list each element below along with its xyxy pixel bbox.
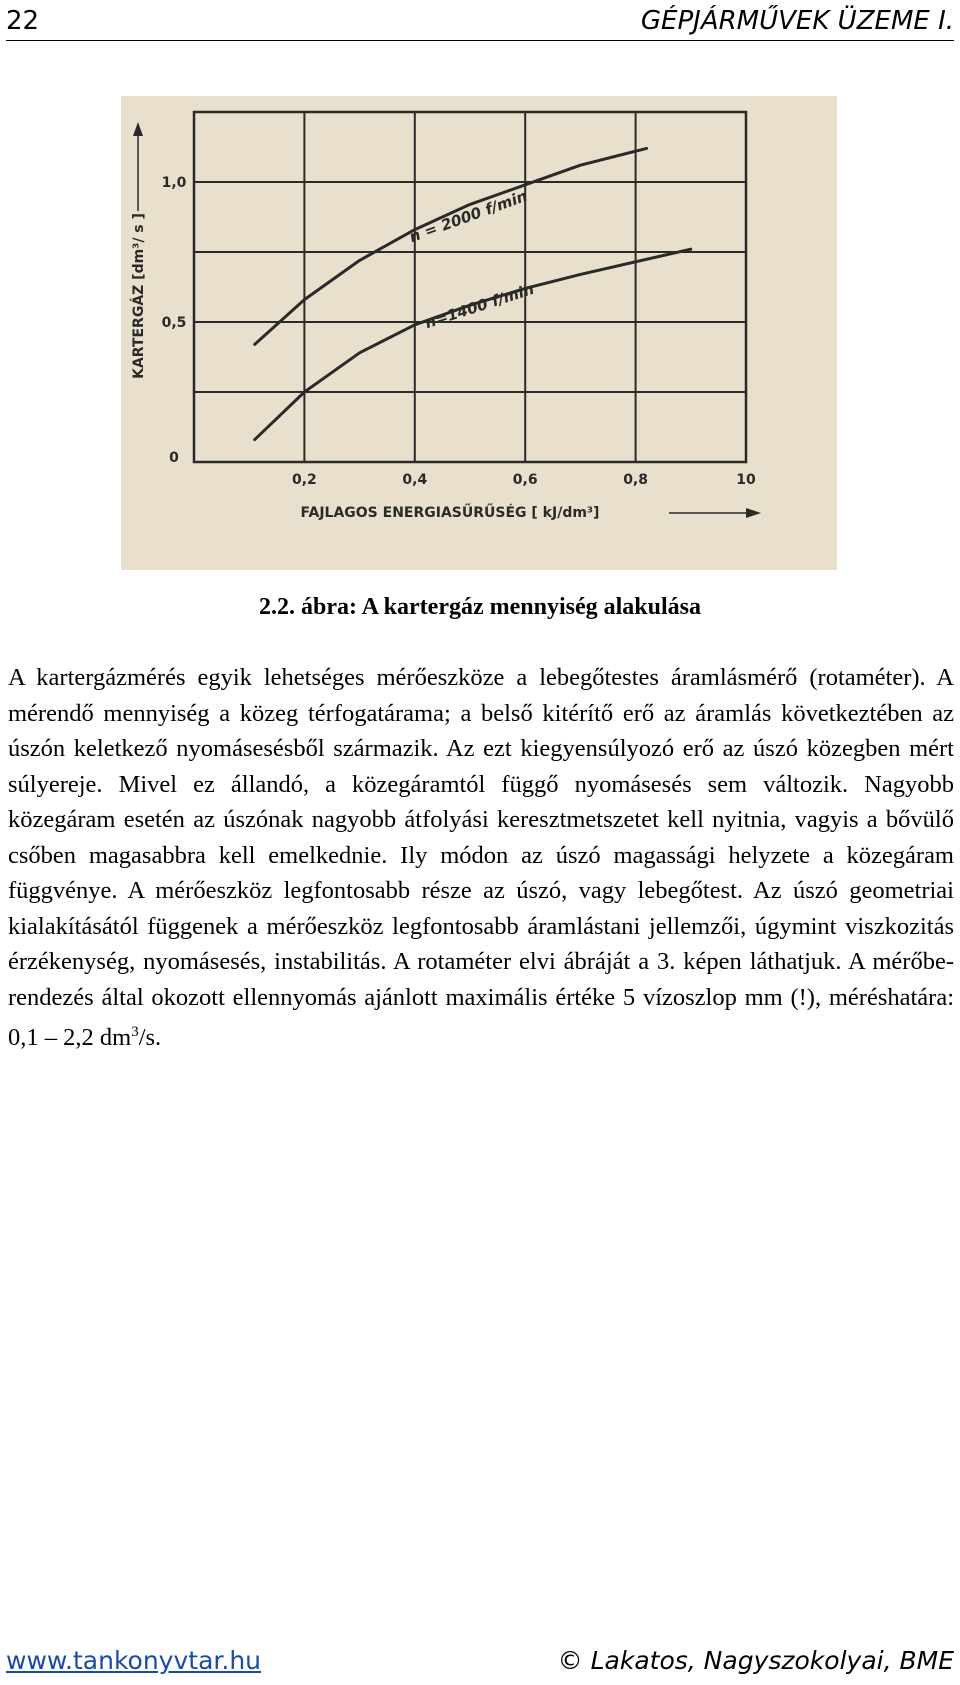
y-axis-arrowhead [133,122,143,136]
copyright-text: © Lakatos, Nagyszokolyai, BME [557,1646,954,1675]
figure-caption: 2.2. ábra: A kartergáz mennyiség alakulása [259,594,701,620]
unit-tail: /s. [138,1024,162,1052]
page-number: 22 [6,6,40,36]
x-axis-arrowhead [746,508,761,518]
x-tick-label: 10 [736,472,756,488]
y-tick-label: 1,0 [161,175,187,191]
series-line [255,249,691,439]
x-axis-label: FAJLAGOS ENERGIASŰRŰSÉG [ kJ/dm³] [300,505,600,521]
y-axis-label: KARTERGÁZ [dm³/ s ] [131,213,147,379]
body-paragraph [8,660,954,1056]
series-label: n=1400 f/min [422,279,537,333]
x-tick-label: 0,6 [512,472,538,488]
series-label: n = 2000 f/min [406,186,530,247]
unit-superscript: 3 [131,1024,139,1040]
paragraph-text: A kartergázmérés egyik lehetséges mérőeszköze a lebegőtestes áramlásmérő (rotaméter). A mérendő mennyiség a közeg térfogatárama; a belső kitérítő erő az áramlás következtében az úszón keletkező nyomásesésből származik. Az ezt kiegyensúlyozó erő az úszó közegben mért súlyereje. Mivel ez állandó, a közegáramtól függő nyomásesés sem változik. Nagyobb közegáram esetén az úszónak nagyobb átfolyási keresztmetszetet kell nyitnia, vagyis a bővülő csőben magasabbra kell emelkednie. Ily módon az úszó magassági helyzete a közegáram függvénye. A mérőeszköz legfontosabb része az úszó, vagy lebegőtest. Az úszó geometriai kialakításától függenek a mérőeszköz legfontosabb áramlástani jellemzői, úgymint viszkozitás érzékenység, nyomásesés, instabilitás. A rotaméter elvi ábráját a 3. képen láthatjuk. A mérőberendezés által okozott ellennyomás ajánlott maximális értéke 5 vízoszlop mm (!), méréshatára: 0,1 – 2,2 dm [8,664,954,1052]
page-header [6,6,954,41]
x-tick-label: 0,8 [623,472,649,488]
plot-frame [194,112,746,462]
website-link[interactable]: www.tankonyvtar.hu [6,1646,262,1675]
chart-svg [121,96,837,570]
x-tick-label: 0,2 [291,472,317,488]
y-tick-label: 0,5 [161,315,187,331]
x-tick-label: 0,4 [402,472,428,488]
figure-chart [121,96,837,570]
y-tick-label: 0 [169,450,179,466]
book-title: GÉPJÁRMŰVEK ÜZEME I. [640,6,954,36]
